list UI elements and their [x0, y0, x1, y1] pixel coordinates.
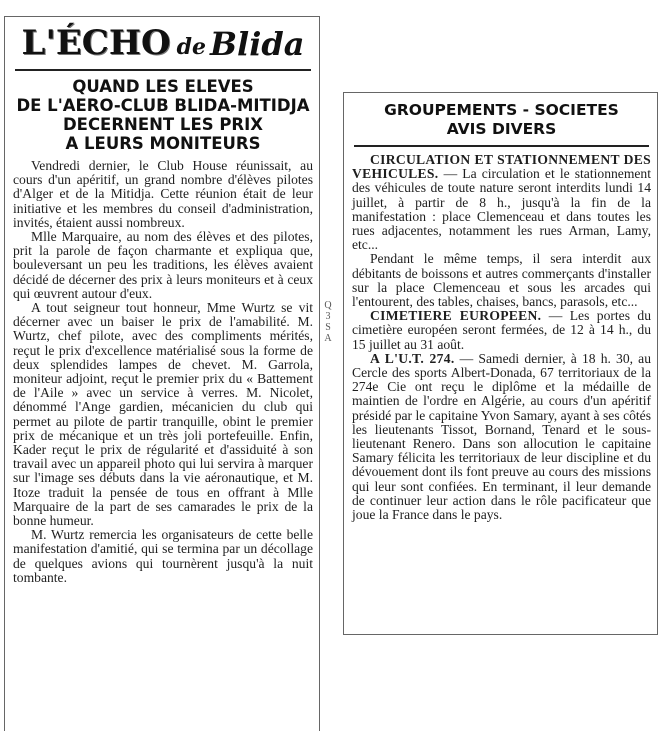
notice-lead: CIMETIERE EUROPEEN. [370, 308, 542, 324]
left-headline-line: DE L'AERO-CLUB BLIDA-MITIDJA [16, 96, 310, 115]
left-paragraph: M. Wurtz remercia les organisateurs de cette belle manifestation d'amitié, qui se termina par un décollage de quelques avions qui tournèrent jusqu'à la nuit tombante. [13, 527, 313, 585]
notice-text: — La circulation et le stationnement des véhicules de toute nature seront interdits lundi 14 juillet, à partir de 8 h., jusqu'à la fin de la manifestation : place Clemenceau et dans toutes les rues adjacentes, notamment les rues Arman, Lamy, etc... [352, 166, 651, 253]
right-body [352, 153, 651, 522]
masthead [15, 23, 311, 71]
notice-circulation-extra: Pendant le même temps, il sera interdit aux débitants de boissons et autres commerçants d'installer sur la place Clemenceau et sous les arcades qui l'entourent, des tables, chaises, bancs, parasols, etc... [352, 251, 651, 310]
left-paragraph: A tout seigneur tout honneur, Mme Wurtz se vit décerner avec un baiser le prix de l'amabilité. M. Wurtz, chef pilote, avec des compliments mérités, reçut le prix d'excellence matérialisé sous la forme de deux splendides lampes de chevet. M. Garrola, moniteur adjoint, reçut le premier prix du « Battement de l'Aile » avec un service à verres. M. Nicolet, dénommé l'Ange gardien, mécanicien du club qui permet au pilote de partir tranquille, obint le premier prix de mécanique et un très joli portefeuille. Enfin, Kader reçut le prix de régularité et d'assiduité à son travail avec un appareil photo qui lui servira à marquer sur l'image ses débuts dans la vie aéronautique, et M. Itoze traduit la pensée de tous en offrant à Mlle Marquaire de la part de ses camarades le prix de la bonne humeur. [13, 300, 313, 529]
left-headline-line: A LEURS MONITEURS [65, 134, 261, 153]
right-headline-line: AVIS DIVERS [446, 120, 557, 138]
notice-text: — Samedi dernier, à 18 h. 30, au Cercle des sports Albert-Donada, 67 territoriaux de la 274e Cie ont reçu le diplôme et la médaille de maintien de l'ordre en Algérie, au cours d'un apéritif présidé par le capitaine Yvon Samary, ayant à ses côtés les lieutenants Tissot, Bornand, Tenard et le sous-lieutenant Renero. Dans son allocution le capitaine Samary félicita les territoriaux de leur discipline et du dévouement dont ils font preuve au cours des missions qui leur sont confiées. En terminant, il leur demande de continuer leur action dans le rôle pacificateur que joue la France dans le pays. [352, 350, 651, 523]
gutter-marks: Q 3 S A [324, 300, 332, 344]
notice-text: — Les portes du cimetière européen seront fermées, de 12 à 14 h., du 15 juillet au 31 août. [352, 308, 651, 352]
notice-lead: CIRCULATION ET STATIONNEMENT DES VEHICULES. [352, 152, 651, 182]
left-body [13, 159, 313, 585]
notice-lead: A L'U.T. 274. [370, 350, 455, 366]
right-headline-line: GROUPEMENTS - SOCIETES [384, 101, 619, 119]
masthead-echo: L'ÉCHO [21, 23, 171, 63]
right-article-clipping [343, 92, 658, 635]
left-headline-line: QUAND LES ELEVES [72, 77, 254, 96]
notice-circulation [352, 153, 651, 252]
notice-cimetiere [352, 309, 651, 352]
left-article-clipping [4, 16, 320, 731]
notice-ut274 [352, 352, 651, 522]
right-headline [352, 101, 651, 139]
left-paragraph: Mlle Marquaire, au nom des élèves et des pilotes, prit la parole de façon charmante et expliqua que, bouleversant un peu les traditions, les élèves avaient décidé de décerner des prix à leurs moniteurs et à ceux qui œuvrent autour d'eux. [13, 229, 313, 301]
headline-rule [354, 145, 649, 147]
left-headline-line: DECERNENT LES PRIX [62, 115, 263, 134]
masthead-de: de [176, 34, 206, 60]
left-paragraph: Vendredi dernier, le Club House réunissait, au cours d'un apéritif, un grand nombre d'élèves pilotes d'Alger et de la Mitidja. Cette réunion était de leur initiative et les membres du conseil d'administration, invités, étaient aussi nombreux. [13, 158, 313, 230]
left-headline [13, 77, 313, 153]
masthead-blida: Blida [209, 25, 305, 63]
